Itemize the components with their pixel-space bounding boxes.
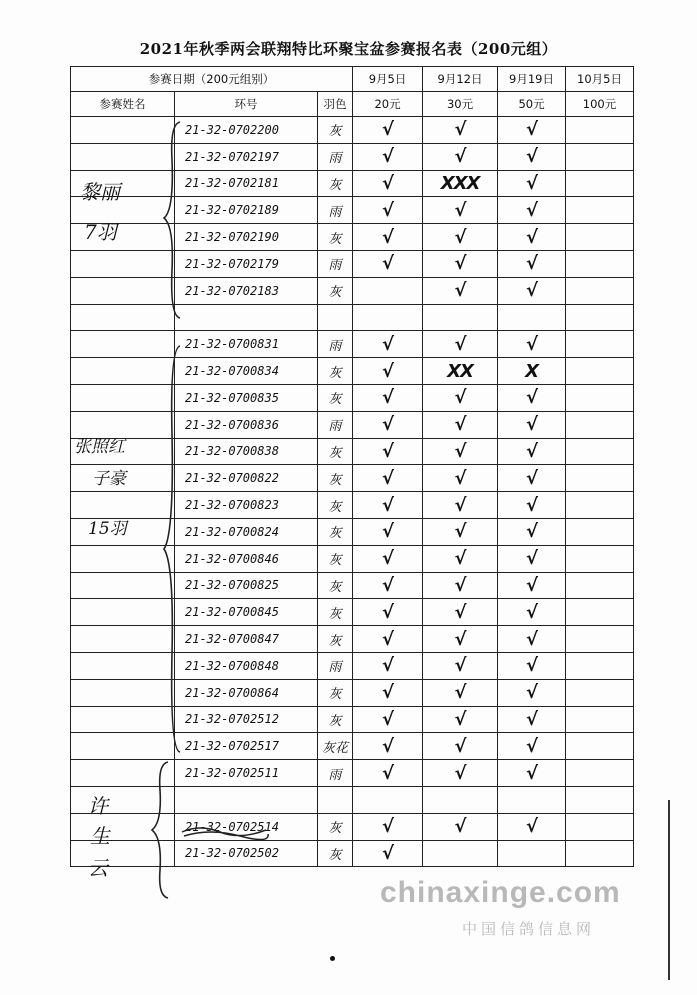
entry-mark-cell — [566, 411, 634, 438]
fee-header: 20元 — [353, 92, 423, 117]
ring-number-cell: 21-32-0702179 — [175, 250, 318, 277]
ring-number-cell: 21-32-0702183 — [175, 277, 318, 304]
feather-color-cell: 雨 — [318, 411, 353, 438]
entry-mark-cell: √ — [423, 250, 498, 277]
entry-mark-cell: √ — [353, 170, 423, 197]
ring-number-cell: 21-32-0702511 — [175, 760, 318, 787]
name-cell — [71, 304, 175, 331]
entry-mark-cell: √ — [423, 652, 498, 679]
entry-mark-cell: √ — [423, 438, 498, 465]
entry-mark-cell — [566, 652, 634, 679]
name-cell — [71, 143, 175, 170]
entry-mark-cell: √ — [498, 331, 566, 358]
entry-mark-cell: √ — [498, 411, 566, 438]
entry-mark-cell: √ — [498, 706, 566, 733]
feather-color-cell — [318, 304, 353, 331]
entry-mark-cell: √ — [353, 626, 423, 653]
color-label: 羽色 — [318, 92, 353, 117]
participant-name-line2: 生 — [90, 824, 110, 848]
feather-color-cell: 灰 — [318, 170, 353, 197]
entry-mark-cell: √ — [353, 250, 423, 277]
table-row — [71, 197, 634, 224]
header-row-fees — [71, 92, 634, 117]
date-header: 9月19日 — [498, 67, 566, 92]
header-row-dates — [71, 67, 634, 92]
entry-mark-cell: XX — [423, 358, 498, 385]
entry-mark-cell: √ — [498, 170, 566, 197]
brace-icon — [160, 120, 184, 320]
entry-mark-cell: √ — [353, 438, 423, 465]
entry-mark-cell: √ — [353, 840, 423, 867]
entry-mark-cell — [566, 170, 634, 197]
entry-mark-cell — [566, 304, 634, 331]
feather-color-cell: 雨 — [318, 250, 353, 277]
name-cell — [71, 384, 175, 411]
entry-mark-cell — [566, 518, 634, 545]
name-cell — [71, 545, 175, 572]
entry-mark-cell: √ — [353, 143, 423, 170]
date-header: 10月5日 — [566, 67, 634, 92]
ring-number-cell: 21-32-0702190 — [175, 224, 318, 251]
entry-mark-cell: √ — [423, 733, 498, 760]
entry-mark-cell: √ — [353, 652, 423, 679]
ring-number-cell: 21-32-0702517 — [175, 733, 318, 760]
entry-mark-cell — [566, 277, 634, 304]
entry-mark-cell: √ — [498, 518, 566, 545]
table-row — [71, 733, 634, 760]
feather-color-cell — [318, 786, 353, 813]
entry-mark-cell: √ — [353, 465, 423, 492]
entry-mark-cell — [353, 277, 423, 304]
table-row — [71, 331, 634, 358]
entry-mark-cell: √ — [498, 250, 566, 277]
feather-color-cell: 灰 — [318, 277, 353, 304]
entry-mark-cell: √ — [423, 599, 498, 626]
entry-mark-cell — [566, 786, 634, 813]
feather-color-cell: 灰 — [318, 117, 353, 144]
feather-color-cell: 雨 — [318, 652, 353, 679]
entry-mark-cell: XXX — [423, 170, 498, 197]
table-row — [71, 492, 634, 519]
entry-mark-cell: √ — [423, 465, 498, 492]
name-cell — [71, 117, 175, 144]
entry-mark-cell: √ — [423, 411, 498, 438]
entry-mark-cell — [498, 840, 566, 867]
ring-number-cell: 21-32-0702514 — [175, 813, 318, 840]
name-cell — [71, 733, 175, 760]
brace-icon — [148, 760, 172, 900]
ring-number-cell: 21-32-0702502 — [175, 840, 318, 867]
entry-mark-cell — [423, 840, 498, 867]
entry-mark-cell: √ — [498, 599, 566, 626]
entry-mark-cell: √ — [498, 652, 566, 679]
feather-color-cell: 雨 — [318, 197, 353, 224]
entry-mark-cell — [423, 304, 498, 331]
ring-number-cell: 21-32-0700822 — [175, 465, 318, 492]
entry-mark-cell: √ — [498, 384, 566, 411]
entry-mark-cell: √ — [423, 143, 498, 170]
entry-mark-cell — [566, 438, 634, 465]
participant-name-line3: 云 — [88, 856, 108, 880]
feather-color-cell: 灰 — [318, 224, 353, 251]
entry-mark-cell: √ — [498, 813, 566, 840]
ring-number-cell: 21-32-0700864 — [175, 679, 318, 706]
ring-number-cell: 21-32-0700845 — [175, 599, 318, 626]
ring-number-cell: 21-32-0700848 — [175, 652, 318, 679]
table-row — [71, 304, 634, 331]
entry-mark-cell: √ — [353, 224, 423, 251]
ring-number-cell: 21-32-0702189 — [175, 197, 318, 224]
entry-mark-cell: X — [498, 358, 566, 385]
entry-mark-cell — [566, 626, 634, 653]
ring-label: 环号 — [175, 92, 318, 117]
ring-number-cell: 21-32-0700846 — [175, 545, 318, 572]
entry-mark-cell: √ — [498, 143, 566, 170]
strike-scribble-icon — [180, 822, 270, 842]
entry-mark-cell: √ — [423, 224, 498, 251]
form-title: 2021年秋季两会联翔特比环聚宝盆参赛报名表（200元组） — [139, 40, 558, 58]
table-row — [71, 117, 634, 144]
entry-mark-cell — [566, 599, 634, 626]
ring-number-cell: 21-32-0700838 — [175, 438, 318, 465]
entry-mark-cell: √ — [353, 706, 423, 733]
watermark-sub: 中国信鸽信息网 — [462, 920, 596, 938]
entry-mark-cell: √ — [498, 760, 566, 787]
entry-mark-cell: √ — [498, 438, 566, 465]
entry-mark-cell: √ — [353, 599, 423, 626]
entry-mark-cell: √ — [353, 733, 423, 760]
entry-mark-cell: √ — [498, 545, 566, 572]
entry-mark-cell: √ — [498, 197, 566, 224]
entry-mark-cell: √ — [423, 626, 498, 653]
feather-color-cell: 雨 — [318, 331, 353, 358]
ring-number-cell: 21-32-0700835 — [175, 384, 318, 411]
ring-number-cell: 21-32-0702512 — [175, 706, 318, 733]
entry-mark-cell — [566, 117, 634, 144]
table-row — [71, 358, 634, 385]
feather-color-cell: 灰 — [318, 599, 353, 626]
entry-mark-cell — [566, 679, 634, 706]
fee-header: 100元 — [566, 92, 634, 117]
watermark: chinaxinge.com — [380, 876, 621, 909]
participant-name: 黎丽 — [80, 180, 120, 204]
participant-name-line2: 子豪 — [92, 469, 126, 489]
participant-count: 15羽 — [88, 519, 127, 539]
feather-color-cell: 灰 — [318, 626, 353, 653]
entry-mark-cell: √ — [498, 572, 566, 599]
table-row — [71, 652, 634, 679]
entry-mark-cell — [498, 786, 566, 813]
entry-mark-cell: √ — [423, 492, 498, 519]
date-header: 9月5日 — [353, 67, 423, 92]
entry-mark-cell — [566, 706, 634, 733]
ring-number-cell: 21-32-0700824 — [175, 518, 318, 545]
name-cell — [71, 331, 175, 358]
name-cell — [71, 706, 175, 733]
entry-mark-cell: √ — [498, 492, 566, 519]
table-row — [71, 706, 634, 733]
table-row — [71, 545, 634, 572]
entry-mark-cell: √ — [423, 277, 498, 304]
feather-color-cell: 灰 — [318, 492, 353, 519]
participant-count: 7羽 — [84, 220, 117, 244]
feather-color-cell: 灰 — [318, 438, 353, 465]
entry-mark-cell — [566, 572, 634, 599]
entry-mark-cell — [566, 250, 634, 277]
brace-icon — [160, 344, 184, 754]
feather-color-cell: 灰 — [318, 465, 353, 492]
feather-color-cell: 灰 — [318, 679, 353, 706]
name-cell — [71, 626, 175, 653]
ring-number-cell: 21-32-0700825 — [175, 572, 318, 599]
entry-mark-cell: √ — [353, 411, 423, 438]
entry-mark-cell — [566, 465, 634, 492]
entry-mark-cell: √ — [353, 331, 423, 358]
entry-mark-cell — [353, 786, 423, 813]
entry-mark-cell — [566, 384, 634, 411]
entry-mark-cell: √ — [353, 813, 423, 840]
entry-mark-cell: √ — [423, 117, 498, 144]
date-label: 参赛日期（200元组别） — [71, 67, 353, 92]
table-row — [71, 143, 634, 170]
feather-color-cell: 灰 — [318, 572, 353, 599]
entry-mark-cell: √ — [423, 760, 498, 787]
table-row — [71, 572, 634, 599]
ring-number-cell: 21-32-0702200 — [175, 117, 318, 144]
name-cell — [71, 358, 175, 385]
entry-mark-cell: √ — [353, 197, 423, 224]
entry-mark-cell — [566, 331, 634, 358]
registration-table — [70, 66, 634, 867]
ring-number-cell: 21-32-0700823 — [175, 492, 318, 519]
table-row — [71, 277, 634, 304]
ink-dot — [330, 956, 335, 961]
name-cell — [71, 652, 175, 679]
entry-mark-cell — [566, 358, 634, 385]
entry-mark-cell: √ — [498, 679, 566, 706]
entry-mark-cell: √ — [353, 572, 423, 599]
table-body — [71, 117, 634, 867]
entry-mark-cell: √ — [353, 384, 423, 411]
entry-mark-cell: √ — [353, 358, 423, 385]
name-label: 参赛姓名 — [71, 92, 175, 117]
participant-name: 许 — [88, 794, 108, 818]
entry-mark-cell: √ — [498, 224, 566, 251]
entry-mark-cell — [423, 786, 498, 813]
entry-mark-cell: √ — [423, 706, 498, 733]
entry-mark-cell — [566, 840, 634, 867]
entry-mark-cell: √ — [423, 197, 498, 224]
entry-mark-cell: √ — [353, 545, 423, 572]
feather-color-cell: 灰 — [318, 545, 353, 572]
ring-number-cell: 21-32-0700831 — [175, 331, 318, 358]
table-row — [71, 170, 634, 197]
entry-mark-cell: √ — [353, 492, 423, 519]
name-cell — [71, 599, 175, 626]
table-row — [71, 224, 634, 251]
entry-mark-cell: √ — [498, 117, 566, 144]
entry-mark-cell — [353, 304, 423, 331]
name-cell — [71, 250, 175, 277]
ring-number-cell: 21-32-0702197 — [175, 143, 318, 170]
fee-header: 30元 — [423, 92, 498, 117]
entry-mark-cell — [566, 492, 634, 519]
table-row — [71, 438, 634, 465]
feather-color-cell: 灰 — [318, 384, 353, 411]
feather-color-cell: 雨 — [318, 143, 353, 170]
entry-mark-cell: √ — [423, 331, 498, 358]
feather-color-cell: 灰 — [318, 518, 353, 545]
fee-header: 50元 — [498, 92, 566, 117]
ring-number-cell: 21-32-0700834 — [175, 358, 318, 385]
ring-number-cell: 21-32-0700847 — [175, 626, 318, 653]
table-row — [71, 518, 634, 545]
entry-mark-cell — [566, 224, 634, 251]
name-cell — [71, 679, 175, 706]
table-row — [71, 626, 634, 653]
ring-number-cell: 21-32-0702181 — [175, 170, 318, 197]
entry-mark-cell: √ — [423, 679, 498, 706]
table-row — [71, 679, 634, 706]
entry-mark-cell: √ — [423, 518, 498, 545]
feather-color-cell: 灰 — [318, 706, 353, 733]
table-row — [71, 384, 634, 411]
feather-color-cell: 雨 — [318, 760, 353, 787]
entry-mark-cell — [566, 813, 634, 840]
table-row — [71, 250, 634, 277]
entry-mark-cell: √ — [498, 626, 566, 653]
entry-mark-cell: √ — [423, 813, 498, 840]
entry-mark-cell: √ — [498, 277, 566, 304]
entry-mark-cell — [566, 545, 634, 572]
feather-color-cell: 灰花 — [318, 733, 353, 760]
entry-mark-cell — [498, 304, 566, 331]
ring-number-cell — [175, 304, 318, 331]
name-cell — [71, 572, 175, 599]
entry-mark-cell — [566, 197, 634, 224]
ring-number-cell: 21-32-0700836 — [175, 411, 318, 438]
entry-mark-cell: √ — [423, 384, 498, 411]
entry-mark-cell: √ — [353, 679, 423, 706]
entry-mark-cell: √ — [353, 760, 423, 787]
table-row — [71, 411, 634, 438]
entry-mark-cell — [566, 760, 634, 787]
entry-mark-cell: √ — [353, 518, 423, 545]
entry-mark-cell: √ — [353, 117, 423, 144]
ring-number-cell — [175, 786, 318, 813]
entry-mark-cell: √ — [423, 572, 498, 599]
entry-mark-cell: √ — [498, 465, 566, 492]
entry-mark-cell: √ — [423, 545, 498, 572]
name-cell — [71, 277, 175, 304]
feather-color-cell: 灰 — [318, 840, 353, 867]
feather-color-cell: 灰 — [318, 813, 353, 840]
entry-mark-cell: √ — [498, 733, 566, 760]
date-header: 9月12日 — [423, 67, 498, 92]
table-row — [71, 465, 634, 492]
entry-mark-cell — [566, 143, 634, 170]
entry-mark-cell — [566, 733, 634, 760]
feather-color-cell: 灰 — [318, 358, 353, 385]
table-row — [71, 599, 634, 626]
page-edge — [668, 800, 670, 980]
participant-name: 张照红 — [74, 437, 125, 457]
